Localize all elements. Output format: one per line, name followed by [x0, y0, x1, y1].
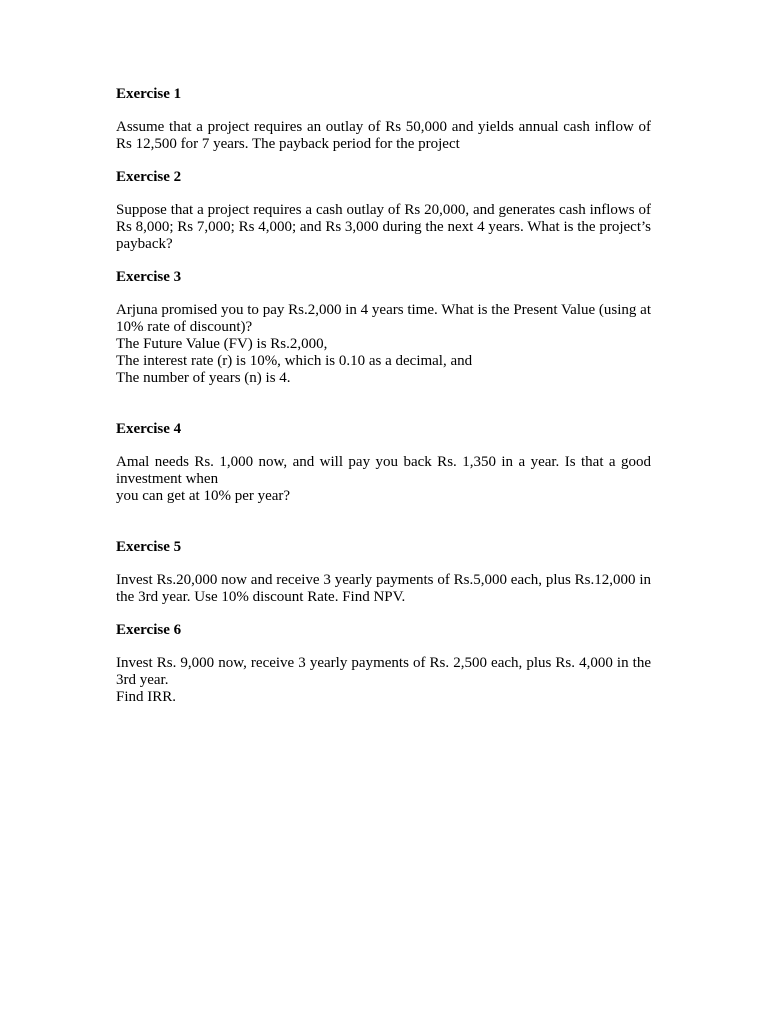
blank-line [116, 522, 651, 539]
exercise-line: The number of years (n) is 4. [116, 370, 291, 386]
exercise-line: you can get at 10% per year? [116, 488, 291, 504]
exercise-heading: Exercise 4 [116, 421, 182, 437]
exercise-heading: Exercise 3 [116, 269, 182, 285]
exercise-text: Assume that a project requires an outlay of Rs 50,000 and yields annual cash inflow of Rs 12,500 for 7 years. The payback period for the project [116, 119, 651, 152]
exercise-text: Arjuna promised you to pay Rs.2,000 in 4 years time. What is the Present Value (using at 10% rate of discount)? [116, 302, 651, 335]
exercise-heading: Exercise 1 [116, 86, 182, 102]
exercise-body [116, 454, 651, 505]
exercise-text: Invest Rs. 9,000 now, receive 3 yearly payments of Rs. 2,500 each, plus Rs. 4,000 in the 3rd year. [116, 655, 651, 688]
exercise-line: The Future Value (FV) is Rs.2,000, [116, 336, 328, 352]
document-page [116, 86, 651, 722]
exercise-text: Amal needs Rs. 1,000 now, and will pay you back Rs. 1,350 in a year. Is that a good investment when [116, 454, 651, 487]
exercise-2 [116, 169, 651, 253]
exercise-1 [116, 86, 651, 153]
blank-line [116, 404, 651, 421]
exercise-line: Find IRR. [116, 689, 177, 705]
blank-line [116, 505, 651, 522]
exercise-6 [116, 622, 651, 706]
exercise-3 [116, 269, 651, 421]
exercise-text: Invest Rs.20,000 now and receive 3 yearly payments of Rs.5,000 each, plus Rs.12,000 in the 3rd year. Use 10% discount Rate. Find NPV. [116, 572, 651, 605]
exercise-heading: Exercise 6 [116, 622, 182, 638]
exercise-4 [116, 421, 651, 539]
exercise-5 [116, 539, 651, 606]
exercise-heading: Exercise 2 [116, 169, 182, 185]
exercise-text: Suppose that a project requires a cash outlay of Rs 20,000, and generates cash inflows of Rs 8,000; Rs 7,000; Rs 4,000; and Rs 3,000 during the next 4 years. What is the project’s payback? [116, 202, 651, 252]
exercise-heading: Exercise 5 [116, 539, 182, 555]
blank-line [116, 387, 651, 404]
exercise-body [116, 302, 651, 387]
exercise-body [116, 655, 651, 706]
exercise-line: The interest rate (r) is 10%, which is 0.10 as a decimal, and [116, 353, 473, 369]
